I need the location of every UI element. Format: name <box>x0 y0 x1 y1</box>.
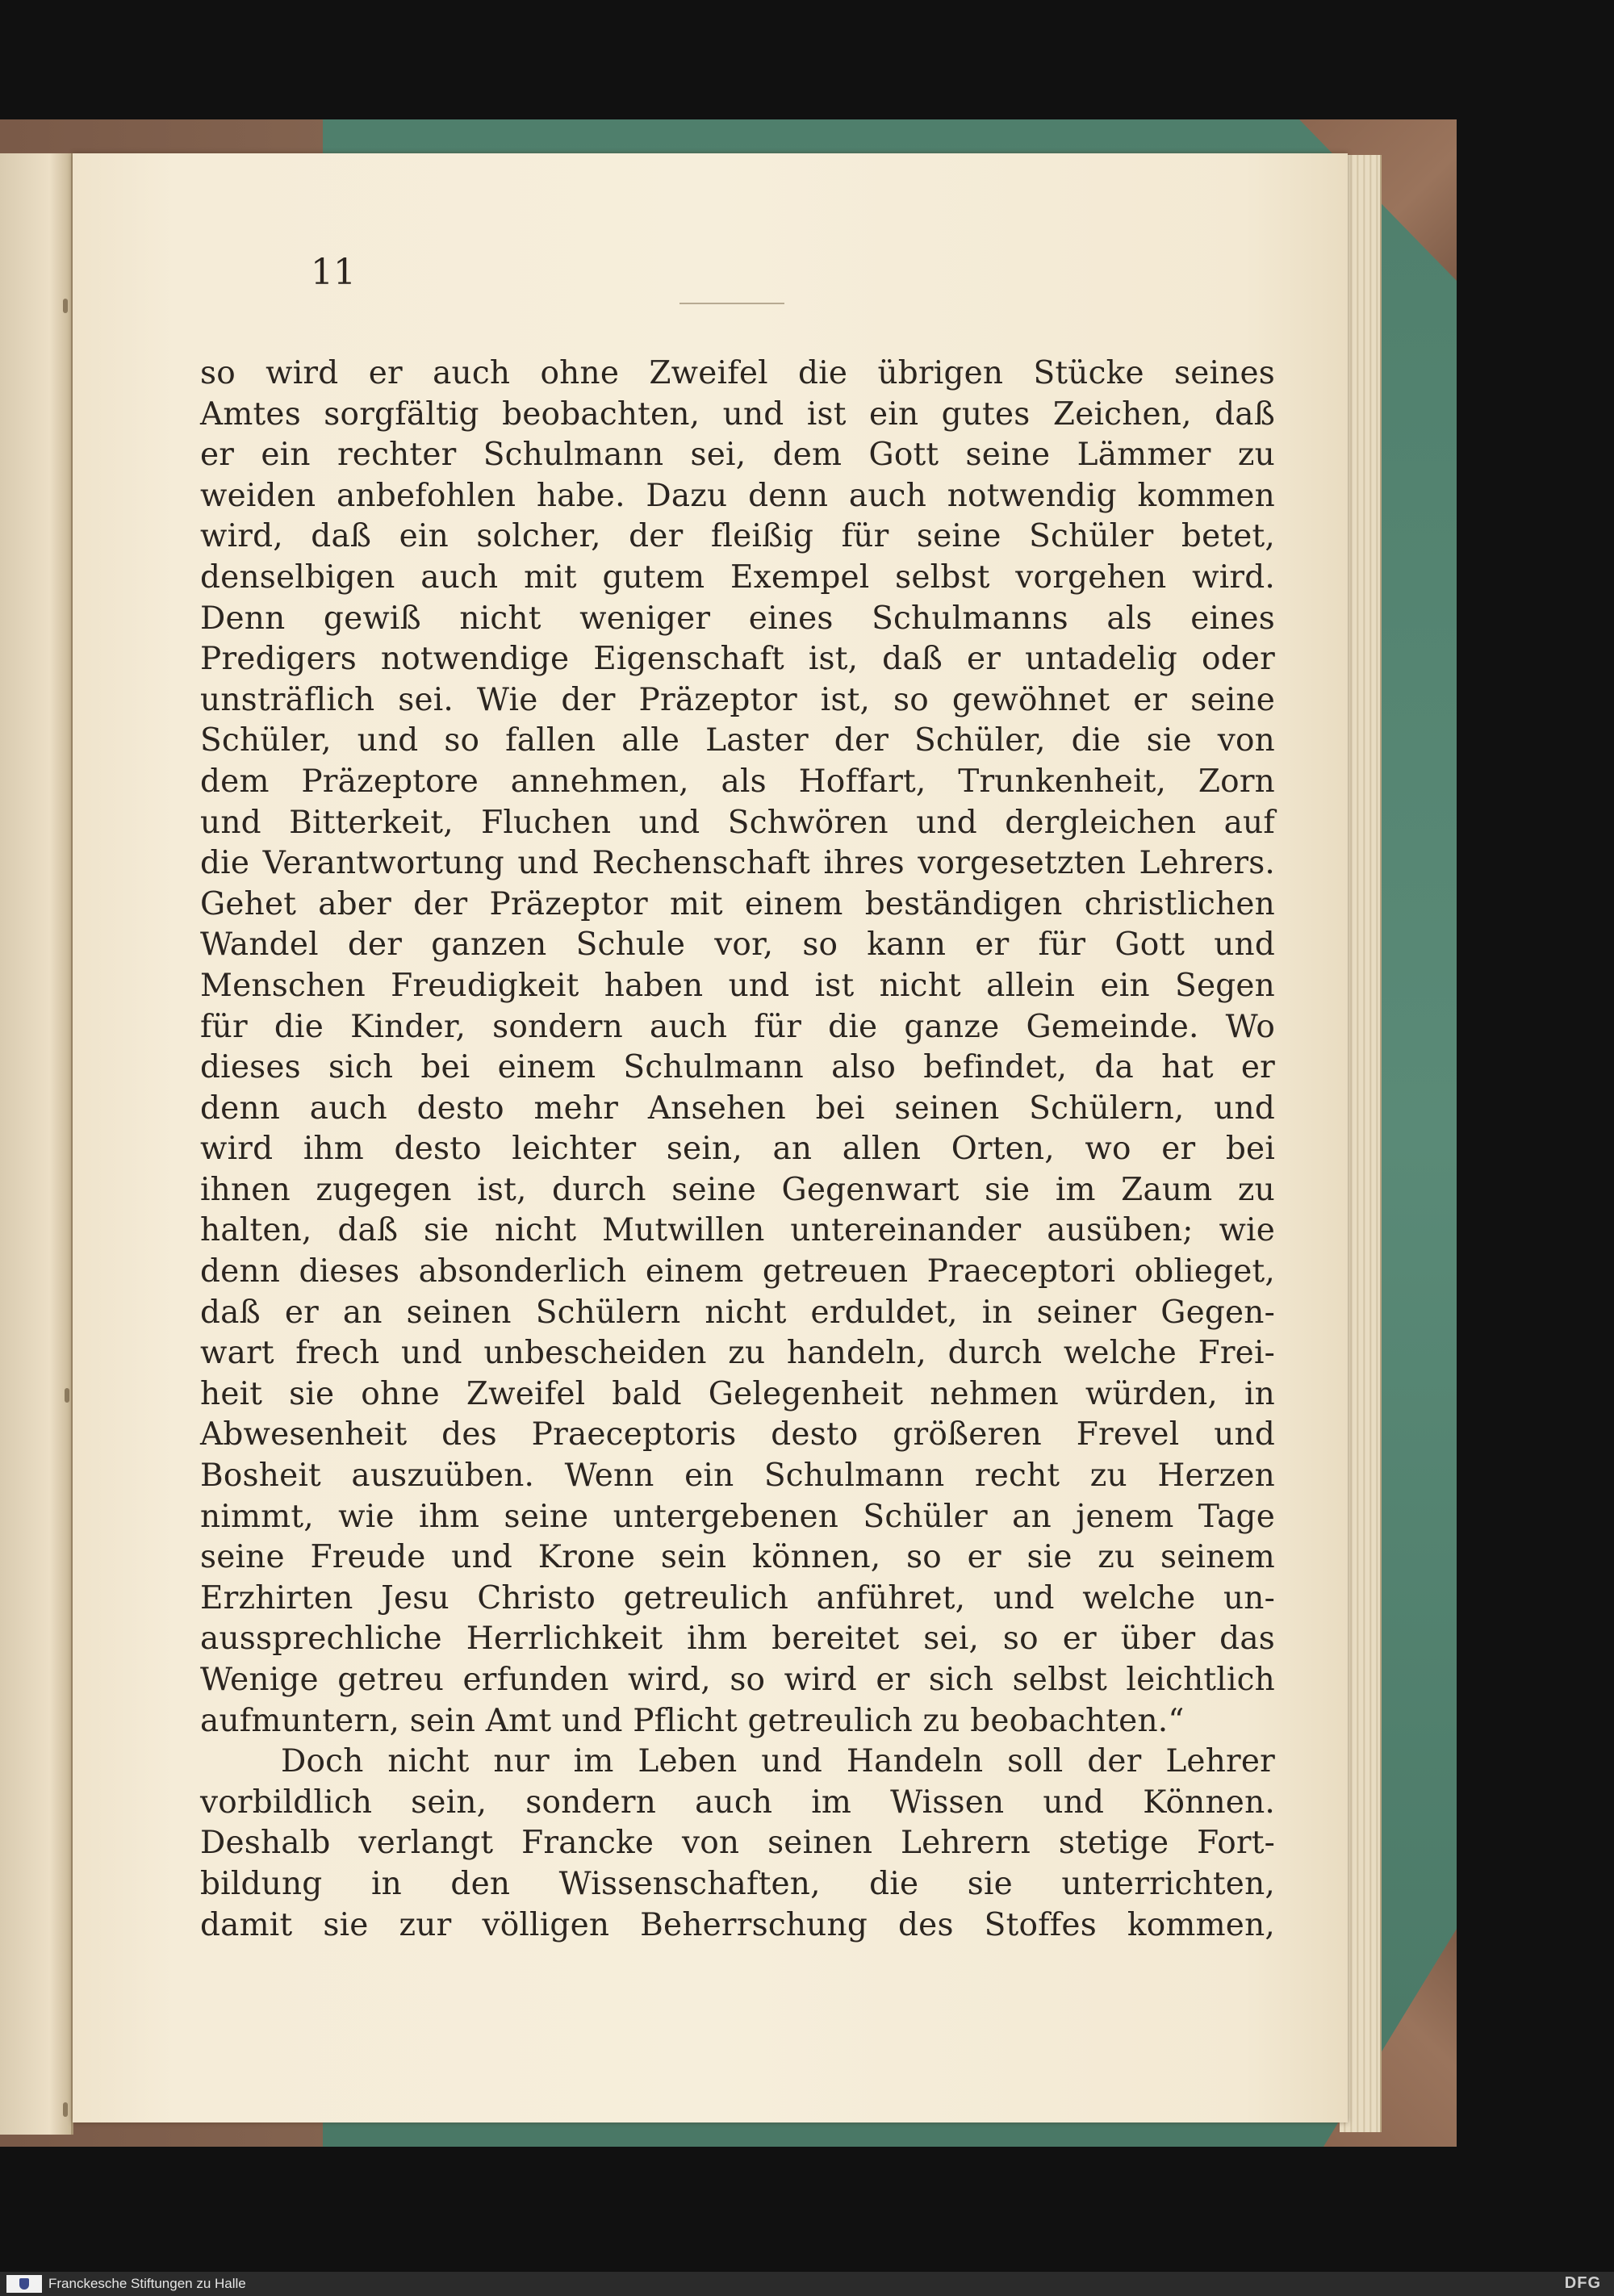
page-body-text <box>200 353 1275 1946</box>
text-line: Wenige getreu erfunden wird, so wird er sich selbst leichtlich <box>200 1662 1275 1698</box>
text-line: wird ihm desto leichter sein, an allen Orten, wo er bei <box>200 1131 1275 1168</box>
page-number-rule <box>679 303 784 304</box>
text-line: aufmuntern, sein Amt und Pflicht getreulich zu beobachten.“ <box>200 1702 1185 1739</box>
text-line: Gehet aber der Präzeptor mit einem beständigen christlichen <box>200 885 1275 922</box>
text-line: er ein rechter Schulmann sei, dem Gott seine Lämmer zu <box>200 437 1275 474</box>
text-line: seine Freude und Krone sein können, so er sie zu seinem <box>200 1539 1275 1576</box>
binding-mark <box>63 2102 68 2117</box>
text-line: nimmt, wie ihm seine untergebenen Schüler an jenem Tage <box>200 1498 1275 1535</box>
text-line: Wandel der ganzen Schule vor, so kann er für Gott und <box>200 926 1275 964</box>
text-line: die Verantwortung und Rechenschaft ihres vorgesetzten Lehrers. <box>200 845 1275 882</box>
text-line: denselbigen auch mit gutem Exempel selbst vorgehen wird. <box>200 558 1275 596</box>
text-line: vorbildlich sein, sondern auch im Wissen und Können. <box>200 1784 1275 1821</box>
text-line: für die Kinder, sondern auch für die ganze Gemeinde. Wo <box>200 1008 1275 1045</box>
text-line: wart frech und unbescheiden zu handeln, durch welche Frei- <box>200 1335 1275 1372</box>
text-line: damit sie zur völligen Beherrschung des Stoffes kommen, <box>200 1906 1275 1943</box>
text-line: so wird er auch ohne Zweifel die übrigen Stücke seines <box>200 355 1275 391</box>
text-line: Denn gewiß nicht weniger eines Schulmanns als eines <box>200 600 1275 637</box>
text-line: Menschen Freudigkeit haben und ist nicht allein ein Segen <box>200 967 1275 1004</box>
text-line: Predigers notwendige Eigenschaft ist, daß er untadelig oder <box>200 641 1275 678</box>
binding-mark <box>65 1388 69 1403</box>
page-number: 11 <box>311 252 356 293</box>
text-line: daß er an seinen Schülern nicht erduldet, in seiner Gegen- <box>200 1294 1275 1331</box>
text-line: Schüler, und so fallen alle Laster der Schüler, die sie von <box>200 722 1275 759</box>
text-line: Erzhirten Jesu Christo getreulich anführet, und welche un- <box>200 1579 1275 1616</box>
viewer-footer <box>0 2272 1614 2296</box>
text-line: denn dieses absonderlich einem getreuen Praeceptori oblieget, <box>200 1253 1275 1290</box>
text-line: weiden anbefohlen habe. Dazu denn auch notwendig kommen <box>200 477 1275 514</box>
text-line: heit sie ohne Zweifel bald Gelegenheit nehmen würden, in <box>200 1375 1275 1412</box>
institution-label: Franckesche Stiftungen zu Halle <box>48 2276 246 2291</box>
text-line: aussprechliche Herrlichkeit ihm bereitet sei, so er über das <box>200 1621 1275 1658</box>
text-line: Amtes sorgfältig beobachten, und ist ein gutes Zeichen, daß <box>200 395 1275 433</box>
text-line: denn auch desto mehr Ansehen bei seinen Schülern, und <box>200 1089 1275 1127</box>
text-line: bildung in den Wissenschaften, die sie unterrichten, <box>200 1865 1275 1902</box>
dfg-badge: DFG <box>1564 2274 1601 2292</box>
text-line: dieses sich bei einem Schulmann also befindet, da hat er <box>200 1049 1275 1086</box>
text-line: und Bitterkeit, Fluchen und Schwören und dergleichen auf <box>200 804 1275 841</box>
text-line: wird, daß ein solcher, der fleißig für seine Schüler betet, <box>200 518 1275 555</box>
binding-mark <box>63 299 68 313</box>
left-page-edge <box>0 153 73 2135</box>
text-line: halten, daß sie nicht Mutwillen untereinander ausüben; wie <box>200 1212 1275 1249</box>
book-page <box>73 153 1348 2122</box>
text-line: Doch nicht nur im Leben und Handeln soll der Lehrer <box>281 1743 1275 1780</box>
text-line: Deshalb verlangt Francke von seinen Lehrern stetige Fort- <box>200 1825 1275 1862</box>
text-line: ihnen zugegen ist, durch seine Gegenwart sie im Zaum zu <box>200 1171 1275 1208</box>
text-line: Abwesenheit des Praeceptoris desto größeren Frevel und <box>200 1416 1275 1453</box>
text-line: Bosheit auszuüben. Wenn ein Schulmann recht zu Herzen <box>200 1457 1275 1495</box>
institution-logo-icon <box>6 2275 42 2293</box>
text-line: dem Präzeptore annehmen, als Hoffart, Trunkenheit, Zorn <box>200 763 1275 800</box>
text-line: unsträflich sei. Wie der Präzeptor ist, so gewöhnet er seine <box>200 681 1275 718</box>
